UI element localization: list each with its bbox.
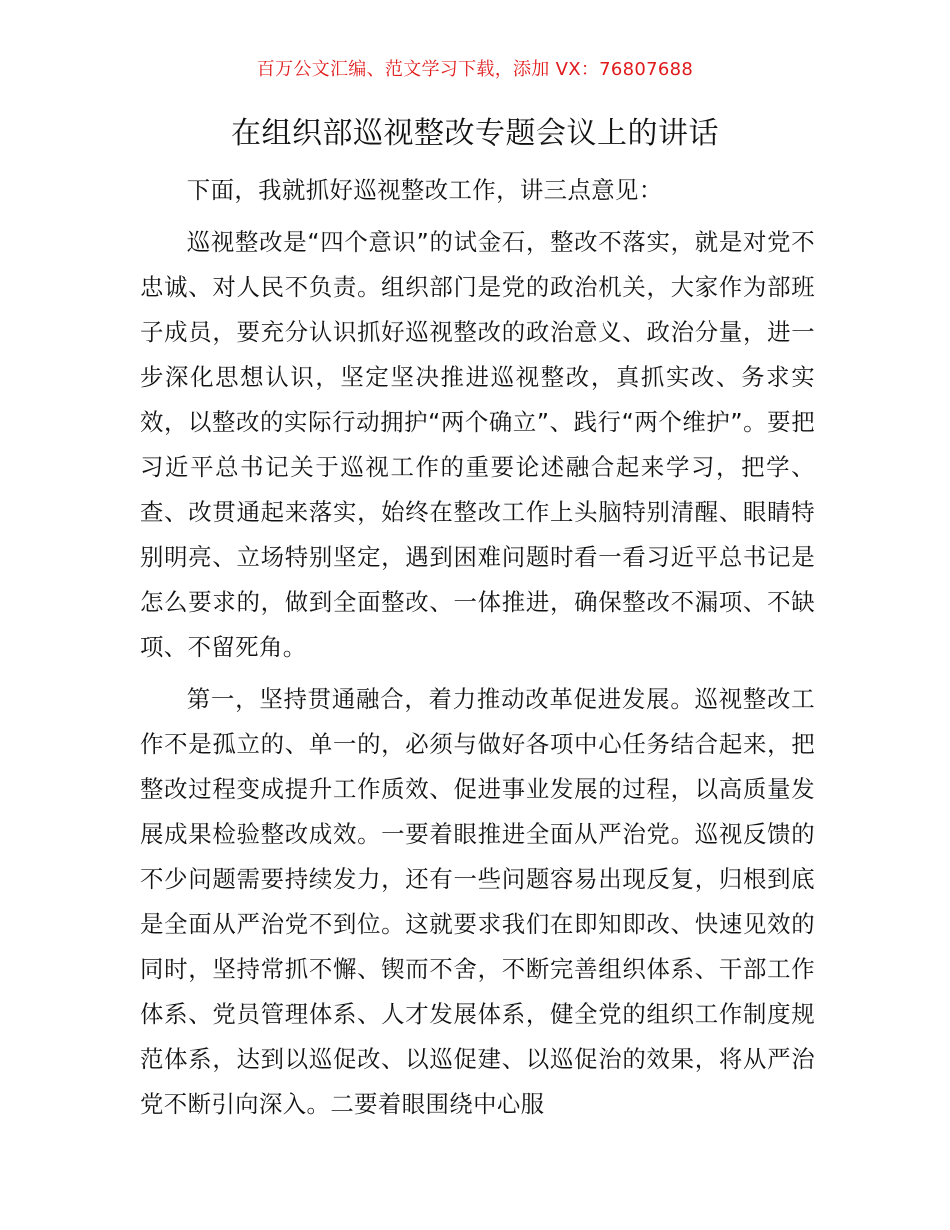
document-title: 在组织部巡视整改专题会议上的讲话	[231, 116, 719, 151]
header-watermark-note: 百万公文汇编、范文学习下载，添加 VX：76807688	[256, 59, 694, 80]
document-body	[140, 168, 815, 1127]
paragraph-intro: 下面，我就抓好巡视整改工作，讲三点意见：	[186, 176, 663, 204]
paragraph-rectification-significance: 巡视整改是“四个意识”的试金石，整改不落实，就是对党不忠诚、对人民不负责。组织部门是党的政治机关，大家作为部班子成员，要充分认识抓好巡视整改的政治意义、政治分量，进一步深化思想认识，坚定坚决推进巡视整改，真抓实改、务求实效，以整改的实际行动拥护“两个确立”、践行“两个维护”。要把习近平总书记关于巡视工作的重要论述融合起来学习，把学、查、改贯通起来落实，始终在整改工作上头脑特别清醒、眼睛特别明亮、立场特别坚定，遇到困难问题时看一看习近平总书记是怎么要求的，做到全面整改、一体推进，确保整改不漏项、不缺项、不留死角。	[140, 228, 815, 661]
paragraph-first-point: 第一，坚持贯通融合，着力推动改革促进发展。巡视整改工作不是孤立的、单一的，必须与做好各项中心任务结合起来，把整改过程变成提升工作质效、促进事业发展的过程，以高质量发展成果检验整改成效。一要着眼推进全面从严治党。巡视反馈的不少问题需要持续发力，还有一些问题容易出现反复，归根到底是全面从严治党不到位。这就要求我们在即知即改、快速见效的同时，坚持常抓不懈、锲而不舍，不断完善组织体系、干部工作体系、党员管理体系、人才发展体系，健全党的组织工作制度规范体系，达到以巡促改、以巡促建、以巡促治的效果，将从严治党不断引向深入。二要着眼围绕中心服	[140, 685, 815, 1118]
